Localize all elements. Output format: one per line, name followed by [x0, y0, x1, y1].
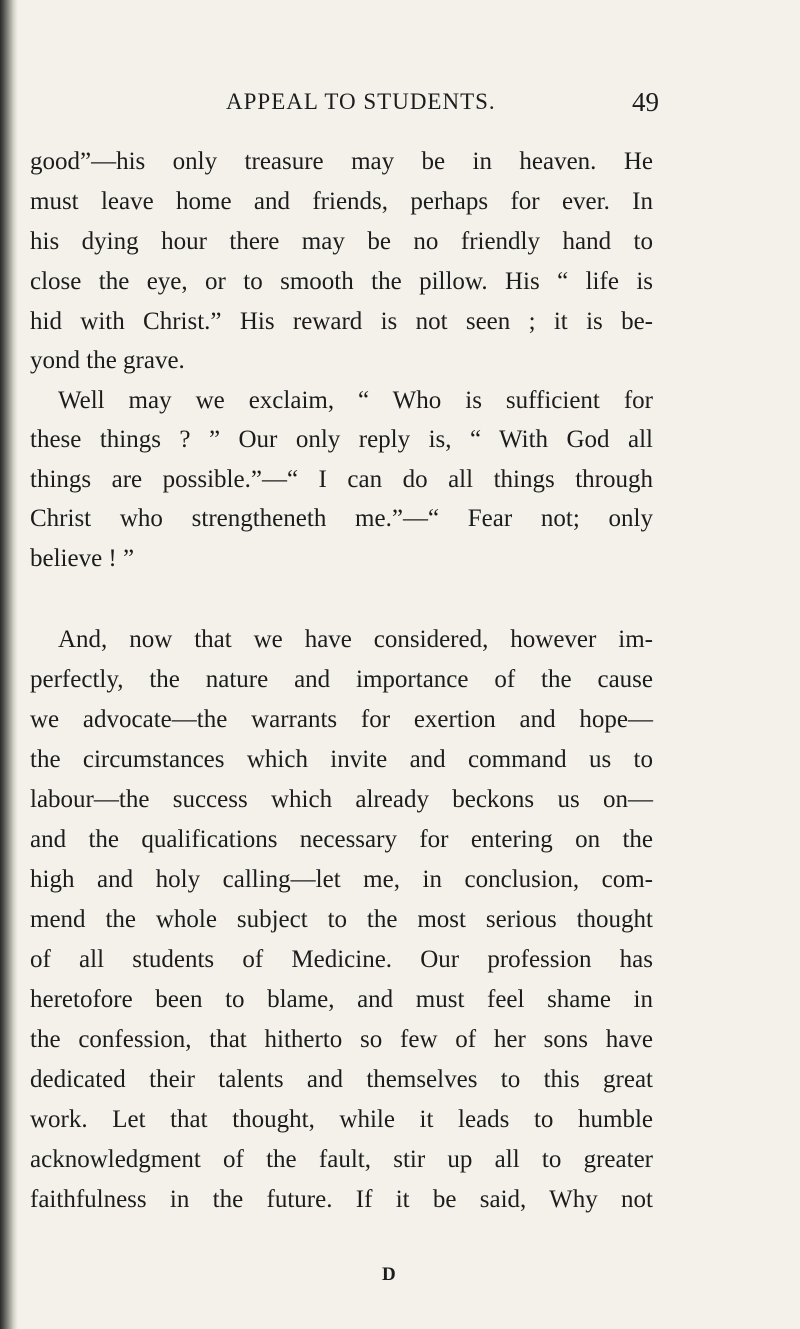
text-line: of all students of Medicine. Our profession has — [30, 946, 653, 973]
text-line: yond the grave. — [30, 347, 185, 374]
page-header — [0, 84, 800, 120]
signature-mark: D — [382, 1264, 396, 1285]
text-line: And, now that we have considered, however im- — [58, 626, 653, 653]
text-line: good”—his only treasure may be in heaven. He — [30, 148, 653, 175]
text-line: things are possible.”—“ I can do all things through — [30, 466, 653, 493]
text-line: the circumstances which invite and command us to — [30, 746, 653, 773]
text-line: we advocate—the warrants for exertion and hope— — [30, 706, 653, 733]
text-line: faithfulness in the future. If it be said, Why not — [30, 1186, 653, 1213]
text-line: believe ! ” — [30, 545, 135, 572]
text-line: Christ who strengtheneth me.”—“ Fear not; only — [30, 505, 653, 532]
text-line: heretofore been to blame, and must feel shame in — [30, 986, 653, 1013]
running-title: APPEAL TO STUDENTS. — [226, 89, 496, 114]
text-line: perfectly, the nature and importance of the cause — [30, 666, 653, 693]
text-line: labour—the success which already beckons us on— — [30, 786, 653, 813]
text-line: his dying hour there may be no friendly hand to — [30, 228, 653, 255]
text-line: high and holy calling—let me, in conclusion, com- — [30, 866, 653, 893]
text-line: Well may we exclaim, “ Who is sufficient for — [58, 387, 653, 414]
text-line: hid with Christ.” His reward is not seen ; it is be- — [30, 308, 653, 335]
text-line: acknowledgment of the fault, stir up all to greater — [30, 1146, 653, 1173]
text-line: must leave home and friends, perhaps for ever. In — [30, 188, 653, 215]
text-line: close the eye, or to smooth the pillow. His “ life is — [30, 268, 653, 295]
text-line: dedicated their talents and themselves to this great — [30, 1066, 653, 1093]
text-line: these things ? ” Our only reply is, “ With God all — [30, 426, 653, 453]
page-number: 49 — [632, 87, 659, 117]
text-line: mend the whole subject to the most serious thought — [30, 906, 653, 933]
text-line: the confession, that hitherto so few of her sons have — [30, 1026, 653, 1053]
text-line: and the qualifications necessary for entering on the — [30, 826, 653, 853]
binding-edge — [0, 0, 18, 1329]
text-line: work. Let that thought, while it leads to humble — [30, 1106, 653, 1133]
